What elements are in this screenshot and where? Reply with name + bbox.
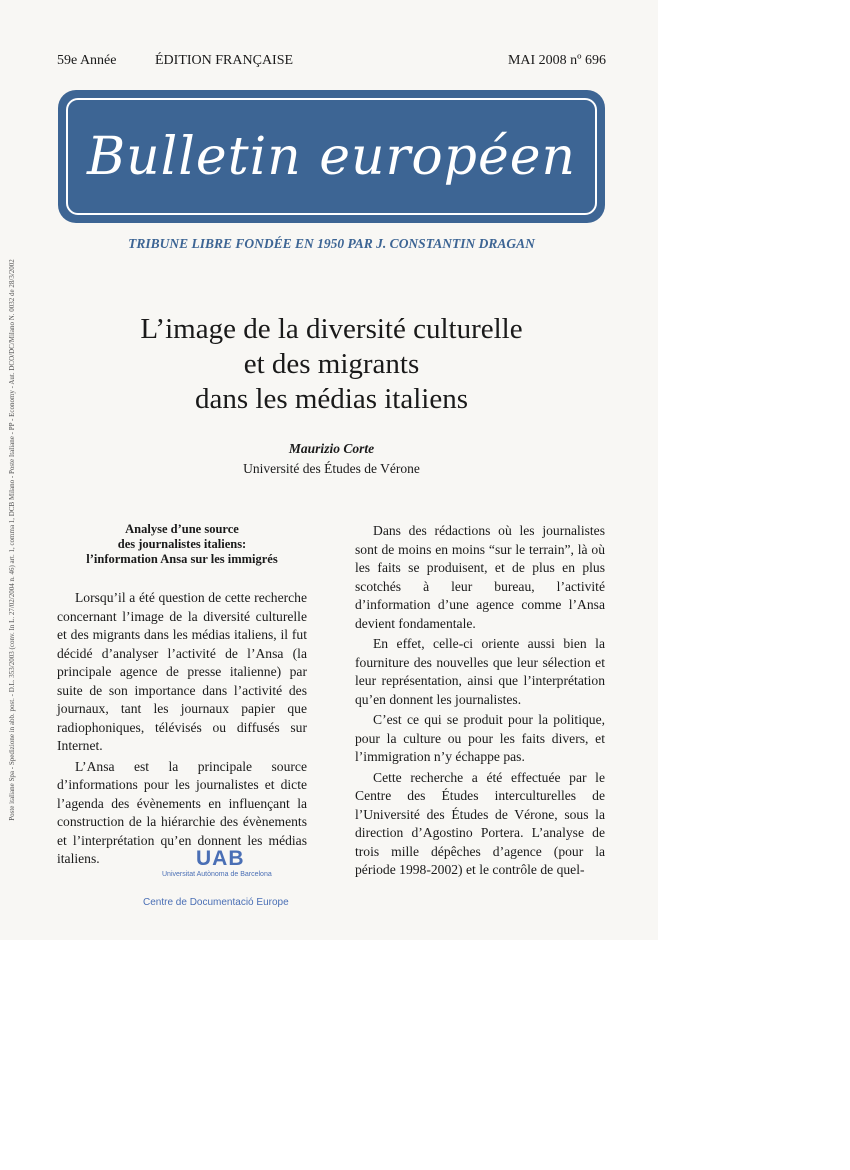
article-title-line-1: L’image de la diversité culturelle xyxy=(140,313,523,345)
paragraph: C’est ce qui se produit pour la politique, pour la culture ou pour les faits divers, et l’immigration n’y échappe pas. xyxy=(355,712,605,764)
issue-label: MAI 2008 nº 696 xyxy=(507,53,606,68)
side-legal-text: Poste italiane Spa - Spedizione in abb. post. - D.L. 353/2003 (conv. In L. 27/02/2004 n. 46) art. 1, comma 1, DCB Milano - Poste Italiane - PP - Economy - Aut. DCO/DC/Milano N. 0032 de 28/3/2002 xyxy=(8,259,16,821)
masthead-frame xyxy=(66,98,597,215)
year-label: 59e Année xyxy=(57,53,117,68)
section-heading-line-2: des journalistes italiens: xyxy=(117,537,247,551)
left-column xyxy=(57,522,307,869)
section-heading-line-3: l’information Ansa sur les immigrés xyxy=(86,552,278,566)
library-stamp-logo: UAB xyxy=(196,847,245,870)
paragraph: Lorsqu’il a été question de cette recherche concernant l’image de la diversité culturelle et des migrants dans les médias italiens, il fut décidé d’analyser l’activité de l’Ansa (la principale agence de presse italienne) par suite de son importance dans l’activité des journaux, tant les journaux papier que radiophoniques, télévisés ou diffusés sur Internet. xyxy=(57,590,307,753)
masthead-banner xyxy=(58,90,605,223)
article-title-line-2: et des migrants xyxy=(243,348,420,380)
tagline: TRIBUNE LIBRE FONDÉE EN 1950 PAR J. CONSTANTIN DRAGAN xyxy=(128,236,535,251)
paragraph: En effet, celle-ci oriente aussi bien la fourniture des nouvelles que leur sélection et leur représentation, ainsi que l’interprétation qu’en donnent les journalistes. xyxy=(355,636,605,707)
library-stamp-university: Universitat Autònoma de Barcelona xyxy=(162,871,272,878)
paragraph: L’Ansa est la principale source d’informations pour les journalistes et dicte l’agenda des évènements en influençant la construction de la hiérarchie des évènements et l’interprétation qu’en donnent les médias italiens. xyxy=(57,758,307,866)
masthead-title: Bulletin européen xyxy=(86,126,577,187)
section-heading xyxy=(57,522,307,567)
paragraph: Dans des rédactions où les journalistes sont de moins en moins “sur le terrain”, là où les faits se produisent, et de plus en plus scotchés à leur bureau, l’activité d’information d’une agence comme l’Ansa devient fondamentale. xyxy=(355,523,605,631)
article-title-line-3: dans les médias italiens xyxy=(194,383,469,415)
right-column xyxy=(355,522,605,880)
section-heading-line-1: Analyse d’une source xyxy=(125,522,239,536)
library-stamp-centre: Centre de Documentació Europe xyxy=(143,897,289,908)
edition-label: ÉDITION FRANÇAISE xyxy=(155,53,294,68)
author-affiliation: Université des Études de Vérone xyxy=(243,461,420,476)
author-name: Maurizio Corte xyxy=(288,441,375,456)
paragraph: Cette recherche a été effectuée par le Centre des Études interculturelles de l’Université des Études de Vérone, sous la direction d’Agostino Portera. L’analyse de trois mille dépêches d’agence (pour la période 1998-2002) et le contrôle de quel- xyxy=(355,769,605,877)
